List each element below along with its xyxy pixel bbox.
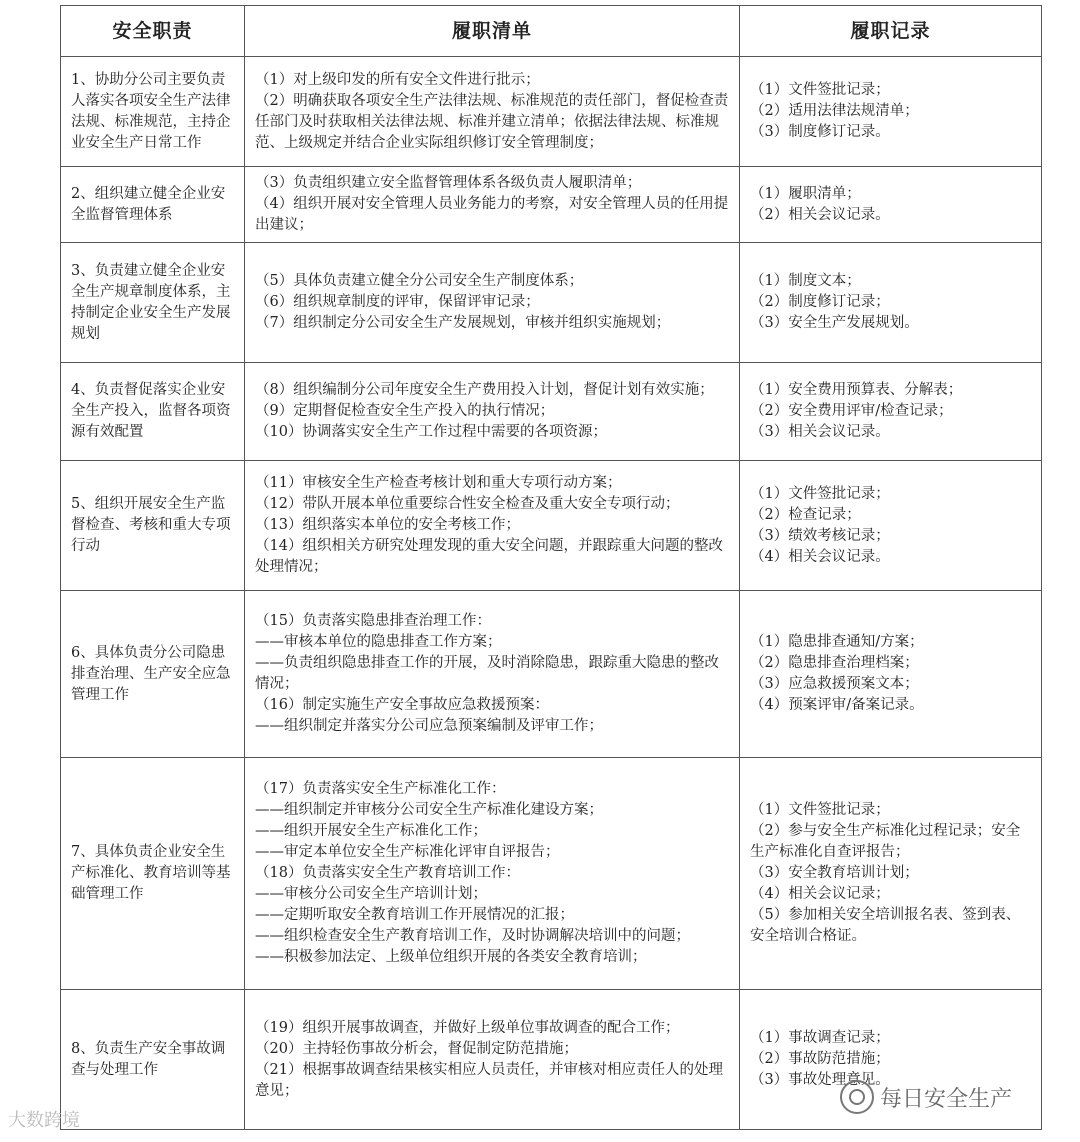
record-item: （3）安全教育培训计划； [750,865,919,881]
record-item: （1）文件签批记录； [750,802,890,818]
record-item: （2）相关会议记录。 [750,206,890,223]
list-item: （12）带队开展本单位重要综合性安全检查及重大安全专项行动； [255,496,680,512]
record-item: （1）制度文本； [750,273,861,289]
records-cell [740,591,1042,758]
record-item: （1）文件签批记录； [750,485,890,502]
list-item: （16）制定实施生产安全事故应急救援预案： [255,697,549,713]
record-item: （3）绩效考核记录； [750,527,890,544]
list-item: （13）组织落实本单位的安全考核工作； [255,517,520,533]
record-item: （2）参与安全生产标准化过程记录；安全生产标准化自查评报告； [750,823,1021,860]
list-item: ——组织制定并审核分公司安全生产标准化建设方案； [255,802,603,818]
table-row [61,243,1042,363]
record-item: （3）相关会议记录。 [750,424,890,440]
record-item: （2）制度修订记录； [750,294,890,310]
list-cell [245,990,740,1130]
record-item: （1）履职清单； [750,185,861,202]
table-row [61,758,1042,990]
list-item: （2）明确获取各项安全生产法律法规、标准规范的责任部门，督促检查责任部门及时获取相关法律法规、标准并建立清单；依据法律法规、标准规范、上级规定并结合企业实际组织修订安全管理制度； [255,92,729,151]
list-item: （10）协调落实安全生产工作过程中需要的各项资源； [255,424,607,440]
list-cell [245,461,740,591]
record-item: （1）隐患排查通知/方案； [750,634,924,650]
list-item: ——审定本单位安全生产标准化评审自评报告； [255,844,560,860]
header-duty: 安全职责 [61,6,245,57]
list-cell [245,363,740,461]
records-cell [740,243,1042,363]
list-item: ——组织检查安全生产教育培训工作，及时协调解决培训中的问题； [255,928,690,944]
list-cell [245,167,740,243]
list-item: ——积极参加法定、上级单位组织开展的各类安全教育培训； [255,949,647,965]
list-item: ——负责组织隐患排查工作的开展，及时消除隐患，跟踪重大隐患的整改情况； [255,655,719,692]
duty-cell: 4、负责督促落实企业安全生产投入，监督各项资源有效配置 [61,363,245,461]
watermark-right [840,1080,1012,1114]
list-item: （7）组织制定分公司安全生产发展规划，审核并组织实施规划； [255,315,671,331]
list-item: ——组织制定并落实分公司应急预案编制及评审工作； [255,718,603,734]
record-item: （2）隐患排查治理档案； [750,655,919,671]
record-item: （3）制度修订记录。 [750,124,890,140]
list-cell [245,243,740,363]
duty-cell: 8、负责生产安全事故调查与处理工作 [61,990,245,1130]
record-item: （2）检查记录； [750,506,861,523]
list-cell [245,57,740,167]
list-item: （4）组织开展对安全管理人员业务能力的考察，对安全管理人员的任用提出建议； [255,196,729,233]
duty-table [60,5,1042,1130]
records-cell [740,167,1042,243]
duty-cell: 5、组织开展安全生产监督检查、考核和重大专项行动 [61,461,245,591]
list-item: （15）负责落实隐患排查治理工作： [255,613,491,629]
header-list: 履职清单 [245,6,740,57]
list-item: （11）审核安全生产检查考核计划和重大专项行动方案； [255,475,622,491]
watermark-left: 大数跨境 [8,1110,80,1131]
list-item: （3）负责组织建立安全监督管理体系各级负责人履职清单； [255,175,642,191]
duty-cell: 7、具体负责企业安全生产标准化、教育培训等基础管理工作 [61,758,245,990]
table-row [61,591,1042,758]
list-item: （5）具体负责建立健全分公司安全生产制度体系； [255,273,584,289]
list-item: ——组织开展安全生产标准化工作； [255,823,487,839]
record-item: （2）适用法律法规清单； [750,103,919,119]
records-cell [740,363,1042,461]
list-item: ——审核本单位的隐患排查工作方案； [255,634,502,650]
table-row [61,363,1042,461]
record-item: （1）安全费用预算表、分解表； [750,382,963,398]
list-item: （6）组织规章制度的评审，保留评审记录； [255,294,540,310]
list-item: （18）负责落实安全生产教育培训工作： [255,865,520,881]
records-cell [740,461,1042,591]
wechat-logo-icon [840,1080,874,1114]
record-item: （5）参加相关安全培训报名表、签到表、安全培训合格证。 [750,907,1021,944]
record-item: （4）相关会议记录。 [750,548,890,565]
list-item: （19）组织开展事故调查，并做好上级单位事故调查的配合工作； [255,1019,680,1036]
duty-cell: 6、具体负责分公司隐患排查治理、生产安全应急管理工作 [61,591,245,758]
record-item: （3）事故处理意见。 [750,1072,890,1088]
table-row [61,57,1042,167]
header-records: 履职记录 [740,6,1042,57]
list-item: （20）主持轻伤事故分析会，督促制定防范措施； [255,1040,578,1057]
duty-cell: 1、协助分公司主要负责人落实各项安全生产法律法规、标准规范，主持企业安全生产日常工作 [61,57,245,167]
table-row [61,167,1042,243]
record-item: （3）安全生产发展规划。 [750,315,919,331]
list-cell [245,758,740,990]
list-item: ——定期听取安全教育培训工作开展情况的汇报； [255,907,574,923]
record-item: （4）预案评审/备案记录。 [750,697,924,713]
records-cell [740,57,1042,167]
record-item: （2）事故防范措施； [750,1051,890,1067]
list-item: （17）负责落实安全生产标准化工作： [255,781,506,797]
list-item: （8）组织编制分公司年度安全生产费用投入计划，督促计划有效实施； [255,382,714,398]
record-item: （2）安全费用评审/检查记录； [750,403,953,419]
list-item: ——审核分公司安全生产培训计划； [255,886,487,902]
record-item: （3）应急救援预案文本； [750,676,919,692]
list-item: （14）组织相关方研究处理发现的重大安全问题，并跟踪重大问题的整改处理情况； [255,538,723,575]
list-item: （9）定期督促检查安全生产投入的执行情况； [255,403,555,419]
table-row [61,461,1042,591]
header-row [61,6,1042,57]
list-item: （21）根据事故调查结果核实相应人员责任，并审核对相应责任人的处理意见； [255,1061,723,1099]
duty-cell: 3、负责建立健全企业安全生产规章制度体系，主持制定企业安全生产发展规划 [61,243,245,363]
duty-cell: 2、组织建立健全企业安全监督管理体系 [61,167,245,243]
record-item: （1）事故调查记录； [750,1030,890,1046]
list-cell [245,591,740,758]
list-item: （1）对上级印发的所有安全文件进行批示； [255,71,540,88]
record-item: （4）相关会议记录； [750,886,890,902]
record-item: （1）文件签批记录； [750,82,890,98]
watermark-right-text: 每日安全生产 [880,1086,1013,1112]
records-cell [740,758,1042,990]
